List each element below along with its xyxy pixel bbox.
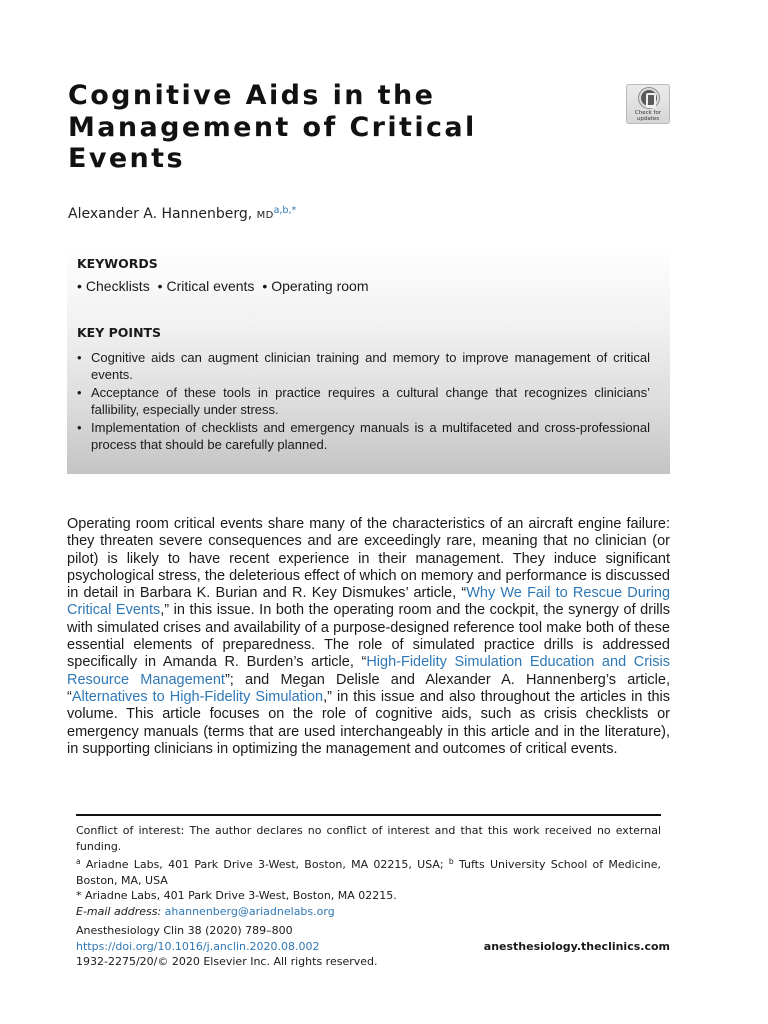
bullet: • xyxy=(262,278,268,294)
key-points-list xyxy=(77,350,650,455)
body-text-segment: ”; and Megan Delisle and Alexander A. Hannenberg’s article, “ xyxy=(67,671,670,705)
body-text-segment: Operating room critical events share many of the characteristics of an aircraft engine failure: they threaten severe consequences and are exceedingly rare, meaning that no clinician (or pilot) is likely to have recent experience in their management. They induce significant psychological stress, the deleterious effect of which on memory and performance is discussed in detail in Barbara K. Burian and R. Key Dismukes’ article, “ xyxy=(67,516,670,602)
keyword: Checklists xyxy=(85,278,150,294)
keywords-keypoints-box xyxy=(67,245,670,474)
key-point: • Implementation of checklists and emergency manuals is a multifaceted and cross-professional process that should be carefully planned. xyxy=(77,420,650,453)
check-for-updates-badge[interactable] xyxy=(626,84,670,124)
keywords-list xyxy=(77,278,369,294)
affiliation-marks[interactable]: a,b,* xyxy=(273,205,297,216)
footnote-divider xyxy=(76,814,661,816)
doi-link[interactable]: https://doi.org/10.1016/j.anclin.2020.08.002 xyxy=(76,939,320,953)
intro-paragraph xyxy=(67,516,670,758)
key-points-heading: KEY POINTS xyxy=(77,325,162,340)
crossmark-icon xyxy=(639,88,659,108)
key-point: • Acceptance of these tools in practice requires a cultural change that recognizes clinicians’ fallibility, especially under stress. xyxy=(77,385,650,418)
keyword: Critical events xyxy=(166,278,255,294)
copyright: 1932-2275/20/© 2020 Elsevier Inc. All rights reserved. xyxy=(76,955,378,968)
bullet: • xyxy=(77,278,82,294)
body-text-segment: ,” in this issue and also throughout the articles in this volume. This article focuses on the role of cognitive aids, such as crisis checklists or emergency manuals (terms that are used interchangeably in this article and in the literature), in supporting clinicians in optimizing the management and outcomes of critical events. xyxy=(67,688,671,757)
link-why-we-fail[interactable]: Why We Fail to Rescue During Critical Events xyxy=(67,585,671,619)
check-for-updates-label: Check for updates xyxy=(634,110,662,122)
email-label: E-mail address: xyxy=(76,904,162,918)
affiliation-b: Tufts University School of Medicine, Boston, MA, USA xyxy=(76,858,662,887)
publication-info xyxy=(76,923,670,970)
corresponding-address: * Ariadne Labs, 401 Park Drive 3-West, Boston, MA 02215. xyxy=(76,889,397,902)
keyword: Operating room xyxy=(271,278,369,294)
affiliation-mark: b xyxy=(448,857,454,866)
article-title: Cognitive Aids in the Management of Critical Events xyxy=(68,80,477,174)
link-high-fidelity-simulation[interactable]: High-Fidelity Simulation Education and Crisis Resource Management xyxy=(67,654,670,688)
conflict-of-interest: Conflict of interest: The author declares no conflict of interest and that this work received no external funding. xyxy=(76,824,661,853)
affiliation-mark: a xyxy=(76,857,81,866)
key-point: • Cognitive aids can augment clinician training and memory to improve management of critical events. xyxy=(77,350,650,383)
email-line xyxy=(76,904,661,920)
journal-site-link[interactable]: anesthesiology.theclinics.com xyxy=(483,939,670,953)
email-link[interactable]: ahannenberg@ariadnelabs.org xyxy=(164,904,335,918)
footnotes xyxy=(76,823,661,919)
author-line xyxy=(68,205,296,222)
affiliations xyxy=(76,854,661,888)
keywords-heading: KEYWORDS xyxy=(77,256,158,271)
author-name: Alexander A. Hannenberg, xyxy=(68,206,253,222)
body-text-segment: ,” in this issue. In both the operating room and the cockpit, the synergy of drills with simulated crises and availability of a purpose-designed reference tool make both of these essential elements of preparedness. The role of simulated practice drills is addressed specifically in Amanda R. Burden’s article, “ xyxy=(67,602,670,671)
bullet: • xyxy=(157,278,163,294)
link-alternatives-simulation[interactable]: Alternatives to High-Fidelity Simulation xyxy=(71,688,324,705)
author-degree: MD xyxy=(256,210,274,221)
citation: Anesthesiology Clin 38 (2020) 789–800 xyxy=(76,924,293,937)
affiliation-a: Ariadne Labs, 401 Park Drive 3-West, Boston, MA 02215, USA; xyxy=(85,858,444,871)
